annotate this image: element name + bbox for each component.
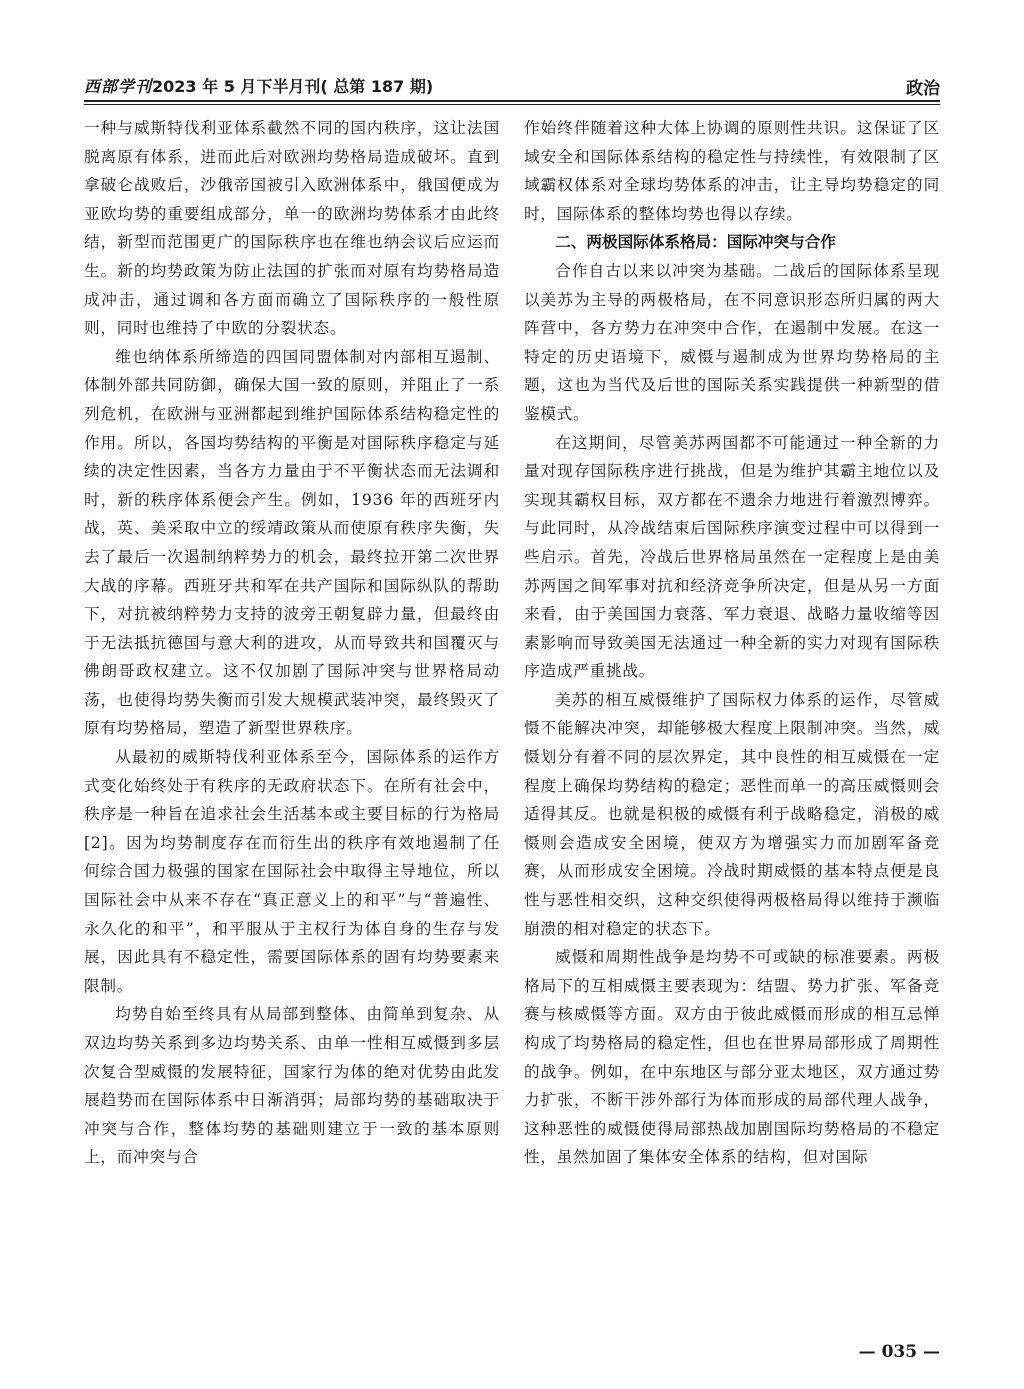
paragraph: 在这期间，尽管美苏两国都不可能通过一种全新的力量对现存国际秩序进行挑战，但是为维护其霸主地位以及实现其霸权目标，双方都在不遗余力地进行着激烈博弈。与此同时，从冷战结束后国际秩序演变过程中可以得到一些启示。首先，冷战后世界格局虽然在一定程度上是由美苏两国之间军事对抗和经济竞争所决定，但是从另一方面来看，由于美国国力衰落、军力衰退、战略力量收缩等因素影响而导致美国无法通过一种全新的实力对现有国际秩序造成严重挑战。 <box>524 433 940 681</box>
issue-text: 2023 年 5 月下半月刊( 总第 187 期) <box>152 77 434 96</box>
paragraph: 合作自古以来以冲突为基础。二战后的国际体系呈现以美苏为主导的两极格局，在不同意识形态所归属的两大阵营中，各方势力在冲突中合作，在遏制中发展。在这一特定的历史语境下，威慑与遏制成为世界均势格局的主题，这也为当代及后世的国际关系实践提供一种新型的借鉴模式。 <box>524 261 940 423</box>
right-column <box>524 114 940 1172</box>
section-heading: 二、两极国际体系格局：国际冲突与合作 <box>555 233 836 252</box>
paragraph: 均势自始至终具有从局部到整体、由简单到复杂、从双边均势关系到多边均势关系、由单一性相互威慑到多层次复合型威慑的发展特征，国家行为体的绝对优势由此发展趋势而在国际体系中日渐消弭；局部均势的基础取决于冲突与合作，整体均势的基础则建立于一致的基本原则上，而冲突与合 <box>84 1005 500 1167</box>
journal-issue-line <box>84 74 433 97</box>
journal-logo: 西部学刊 <box>84 77 153 96</box>
paragraph: 从最初的威斯特伐利亚体系至今，国际体系的运作方式变化始终处于有秩序的无政府状态下。在所有社会中，秩序是一种旨在追求社会生活基本或主要目标的行为格局[2]。因为均势制度存在而衍生出的秩序有效地遏制了任何综合国力极强的国家在国际社会中取得主导地位，所以国际社会中从来不存在“真正意义上的和平”与“普遍性、永久化的和平”，和平服从于主权行为体自身的生存与发展，因此具有不稳定性，需要国际体系的固有均势要素来限制。 <box>84 748 500 995</box>
paragraph: 作始终伴随着这种大体上协调的原则性共识。这保证了区域安全和国际体系结构的稳定性与持续性，有效限制了区域霸权体系对全球均势体系的冲击，让主导均势稳定的同时，国际体系的整体均势也得以存续。 <box>524 119 940 223</box>
header-rule-thick <box>84 100 940 102</box>
paragraph: 美苏的相互威慑维护了国际权力体系的运作，尽管威慑不能解决冲突，却能够极大程度上限制冲突。当然，威慑划分有着不同的层次界定，其中良性的相互威慑在一定程度上确保均势结构的稳定；恶性而单一的高压威慑则会适得其反。也就是积极的威慑有利于战略稳定，消极的威慑则会造成安全困境，使双方为增强实力而加剧军备竞赛，从而形成安全困境。冷战时期威慑的基本特点便是良性与恶性相交织，这种交织使得两极格局得以维持于濒临崩溃的相对稳定的状态下。 <box>524 690 940 938</box>
header-rule-thin <box>84 104 940 105</box>
paragraph: 维也纳体系所缔造的四国同盟体制对内部相互遏制、体制外部共同防御，确保大国一致的原则，并阻止了一系列危机，在欧洲与亚洲都起到维护国际体系结构稳定性的作用。所以，各国均势结构的平衡是对国际秩序稳定与延续的决定性因素，当各方力量由于不平衡状态而无法调和时，新的秩序体系便会产生。例如，1936 年的西班牙内战，英、美采取中立的绥靖政策从而使原有秩序失衡，失去了最后一次遏制纳粹势力的机会，最终拉开第二次世界大战的序幕。西班牙共和军在共产国际和国际纵队的帮助下，对抗被纳粹势力支持的波旁王朝复辟力量，但最终由于无法抵抗德国与意大利的进攻，从而导致共和国覆灭与佛朗哥政权建立。这不仅加剧了国际冲突与世界格局动荡，也使得均势失衡而引发大规模武装冲突，最终毁灭了原有均势格局，塑造了新型世界秩序。 <box>84 347 500 738</box>
page-number: — 035 — <box>858 1342 940 1362</box>
page-header <box>84 72 940 102</box>
paragraph: 一种与威斯特伐利亚体系截然不同的国内秩序，这让法国脱离原有体系，进而此后对欧洲均势格局造成破坏。直到拿破仑战败后，沙俄帝国被引入欧洲体系中，俄国便成为亚欧均势的重要组成部分，单一的欧洲均势体系才由此终结，新型而范围更广的国际秩序也在维也纳会议后应运而生。新的均势政策为防止法国的扩张而对原有均势格局造成冲击，通过调和各方面而确立了国际秩序的一般性原则，同时也维持了中欧的分裂状态。 <box>84 119 500 338</box>
paragraph: 威慑和周期性战争是均势不可或缺的标准要素。两极格局下的互相威慑主要表现为：结盟、势力扩张、军备竞赛与核威慑等方面。双方由于彼此威慑而形成的相互忌惮构成了均势格局的稳定性，但也在世界局部形成了周期性的战争。例如，在中东地区与部分亚太地区，双方通过势力扩张，不断干涉外部行为体而形成的局部代理人战争，这种恶性的威慑使得局部热战加剧国际均势格局的不稳定性，虽然加固了集体安全体系的结构，但对国际 <box>524 948 940 1167</box>
left-column <box>84 114 500 1172</box>
section-name: 政治 <box>906 79 940 99</box>
